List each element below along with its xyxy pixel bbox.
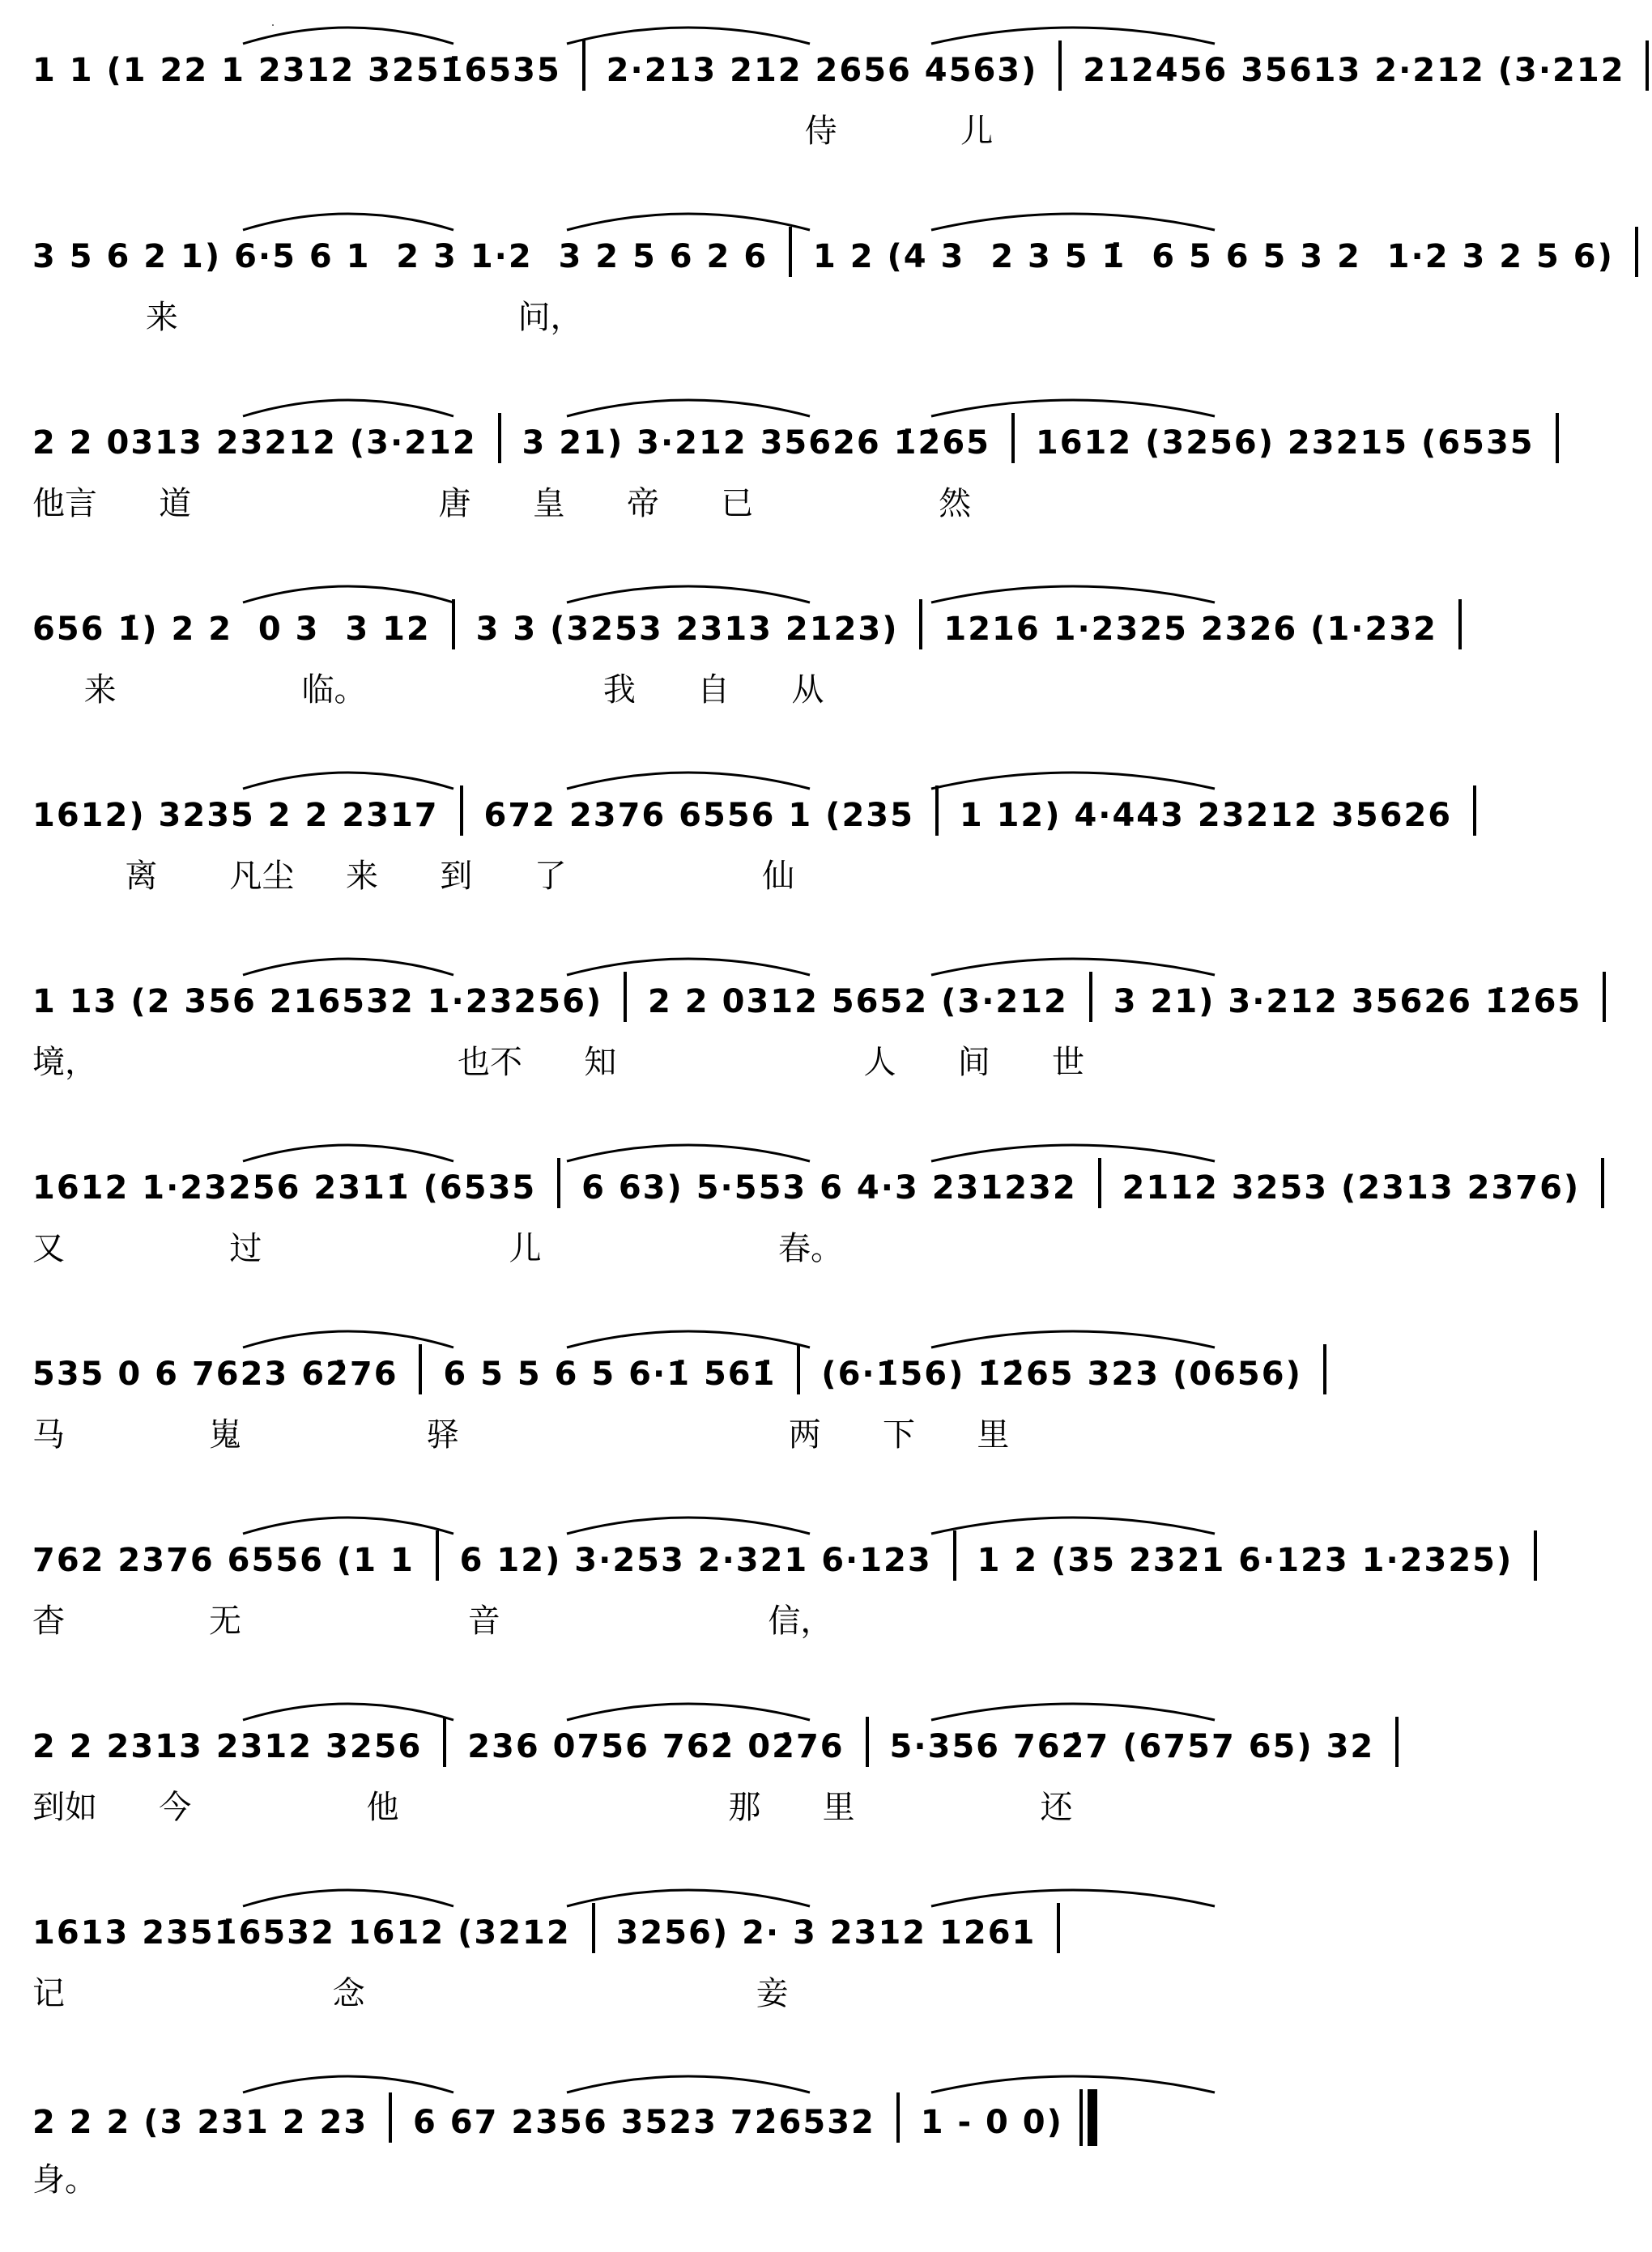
- notes-line: [32, 413, 1567, 463]
- measure-group: 6 63) 5·553 6 4·3 231232: [568, 1169, 1090, 1207]
- measure-group: 1612 (3256) 23215 (6535: [1022, 424, 1548, 462]
- barline: [582, 40, 585, 91]
- barline: [953, 1530, 956, 1581]
- barline: [443, 1717, 446, 1767]
- staff-system: [0, 194, 1652, 381]
- measure-group: 6 67 2356 3523 72̇6532: [400, 2104, 888, 2141]
- measure-group: 2·213 212 2656 4563): [593, 52, 1051, 89]
- lyrics-line: 他言 道 唐 皇 帝 已 然: [32, 485, 972, 522]
- measure-group: 1 2 (35 2321 6·123 1·2325): [964, 1542, 1526, 1579]
- staff-system: [0, 1871, 1652, 2057]
- lyrics-line: 马 嵬 驿 两 下 里: [32, 1416, 1010, 1454]
- lyrics-line: 离 凡尘 来 到 了 仙: [32, 858, 795, 895]
- lyrics-line: 杳 无 音 信，: [32, 1603, 833, 1640]
- lyrics-line: 来 问，: [32, 299, 583, 336]
- barline: [1089, 972, 1092, 1022]
- measure-group: 2 2 0312 5652 (3·212: [635, 983, 1081, 1020]
- measure-group: 2 2 2 (3 231 2 23: [32, 2104, 381, 2141]
- measure-group: 1 2 (4 3 2 3 5 1̇ 6 5 6 5 3 2 1·2 3 2 5 6): [800, 238, 1627, 275]
- barline: [789, 227, 792, 277]
- lyrics-line: 来 临。 我 自 从: [32, 671, 824, 709]
- measure-group: 1 12) 4·443 23212 35626: [946, 797, 1466, 834]
- measure-group: 1216 1·2325 2326 (1·232: [930, 611, 1450, 648]
- staff-system: [0, 753, 1652, 939]
- notes-line: [32, 785, 1484, 836]
- staff-system: [0, 1312, 1652, 1498]
- barline: [1601, 1158, 1604, 1208]
- staff-system: [0, 567, 1652, 753]
- staff-system: [0, 8, 1652, 194]
- measure-group: 1612) 3235 2 2 2317: [32, 797, 452, 834]
- measure-group: 762 2376 6556 (1 1: [32, 1542, 428, 1579]
- lyrics-line: 境， 也不 知 人 间 世: [32, 1044, 1085, 1081]
- measure-group: 6 5 5 6 5 6·1̇ 561̇: [430, 1356, 790, 1393]
- notes-line: [32, 1344, 1335, 1394]
- measure-group: 3 21) 3·212 35626 1̇2̇65: [1100, 983, 1595, 1020]
- barline: [452, 599, 455, 649]
- lyrics-line: 侍 儿: [32, 113, 994, 150]
- measure-group: 212456 35613 2·212 (3·212: [1070, 52, 1638, 89]
- barline: [919, 599, 922, 649]
- barline: [1011, 413, 1015, 463]
- measure-group: 2 2 2313 2312 3256: [32, 1728, 436, 1765]
- measure-group: 1613 2351̇6532 1612 (3212: [32, 1914, 584, 1952]
- barline: [1058, 40, 1062, 91]
- barline: [592, 1903, 595, 1953]
- final-barline-thin: [1079, 2089, 1083, 2146]
- notes-line: [32, 972, 1614, 1022]
- measure-group: 3 5 6 2 1) 6·5 6 1 2 3 1·2 3 2 5 6 2 6: [32, 238, 781, 275]
- barline: [935, 785, 939, 836]
- barline: [1534, 1530, 1537, 1581]
- barline: [1635, 227, 1638, 277]
- barline: [460, 785, 463, 836]
- lyrics-line: 又 过 儿 春。: [32, 1230, 844, 1267]
- final-barline-thick: [1088, 2089, 1097, 2146]
- staff-system: [0, 1684, 1652, 1871]
- measure-group: 3256) 2· 3 2312 1261: [602, 1914, 1050, 1952]
- barline: [419, 1344, 422, 1394]
- measure-group: 236 0756 762̇ 02̇76: [454, 1728, 858, 1765]
- staff-system: [0, 939, 1652, 1126]
- measure-group: 3 3 (3253 2313 2123): [462, 611, 912, 648]
- barline: [1646, 40, 1649, 91]
- notes-line: [32, 1717, 1407, 1767]
- measure-group: 5·356 762̇7 (6757 65) 32: [876, 1728, 1388, 1765]
- notes-line: [32, 1158, 1612, 1208]
- measure-group: 6 12) 3·253 2·321 6·123: [446, 1542, 945, 1579]
- measure-group: (6·1̇56) 1̇2̇65 323 (0656): [808, 1356, 1315, 1393]
- notes-line: [32, 1903, 1068, 1953]
- barline: [498, 413, 501, 463]
- barline: [1395, 1717, 1399, 1767]
- measure-group: 3 21) 3·212 35626 1̇2̇65: [509, 424, 1003, 462]
- notes-line: [32, 599, 1470, 649]
- barline: [1556, 413, 1559, 463]
- staff-system: [0, 1126, 1652, 1312]
- measure-group: 672 2376 6556 1 (235: [470, 797, 927, 834]
- barline: [557, 1158, 560, 1208]
- barline: [866, 1717, 869, 1767]
- measure-group: 1 1 (1 22 1 2312 3251̇6535: [32, 52, 574, 89]
- measure-group: 656 1̇) 2 2 0 3 3 12: [32, 611, 444, 648]
- measure-group: 535 0 6 7623 62̇76: [32, 1356, 411, 1393]
- barline: [1323, 1344, 1326, 1394]
- lyrics-line: 记 念 妾: [32, 1975, 789, 2012]
- barline: [436, 1530, 439, 1581]
- barline: [1098, 1158, 1101, 1208]
- staff-system: [0, 2057, 1652, 2243]
- barline: [1458, 599, 1462, 649]
- measure-group: 1612 1·23256 2311̇ (6535: [32, 1169, 550, 1207]
- notes-line: [32, 40, 1652, 91]
- measure-group: 2 2 0313 23212 (3·212: [32, 424, 490, 462]
- barline: [1057, 1903, 1060, 1953]
- staff-system: [0, 1498, 1652, 1684]
- measure-group: 1 13 (2 356 216532 1·23256): [32, 983, 616, 1020]
- measure-group: 1 - 0 0): [907, 2104, 1063, 2141]
- staff-system: [0, 381, 1652, 567]
- lyrics-line: 身。: [32, 2161, 97, 2199]
- measure-group: 2112 3253 (2313 2376): [1109, 1169, 1594, 1207]
- notes-line: [32, 227, 1646, 277]
- barline: [1473, 785, 1476, 836]
- notes-line: [32, 1530, 1545, 1581]
- lyrics-line: 到如 今 他 那 里 还: [32, 1789, 1073, 1826]
- barline: [624, 972, 627, 1022]
- barline: [1603, 972, 1606, 1022]
- notes-line: [32, 2089, 1097, 2146]
- barline: [797, 1344, 800, 1394]
